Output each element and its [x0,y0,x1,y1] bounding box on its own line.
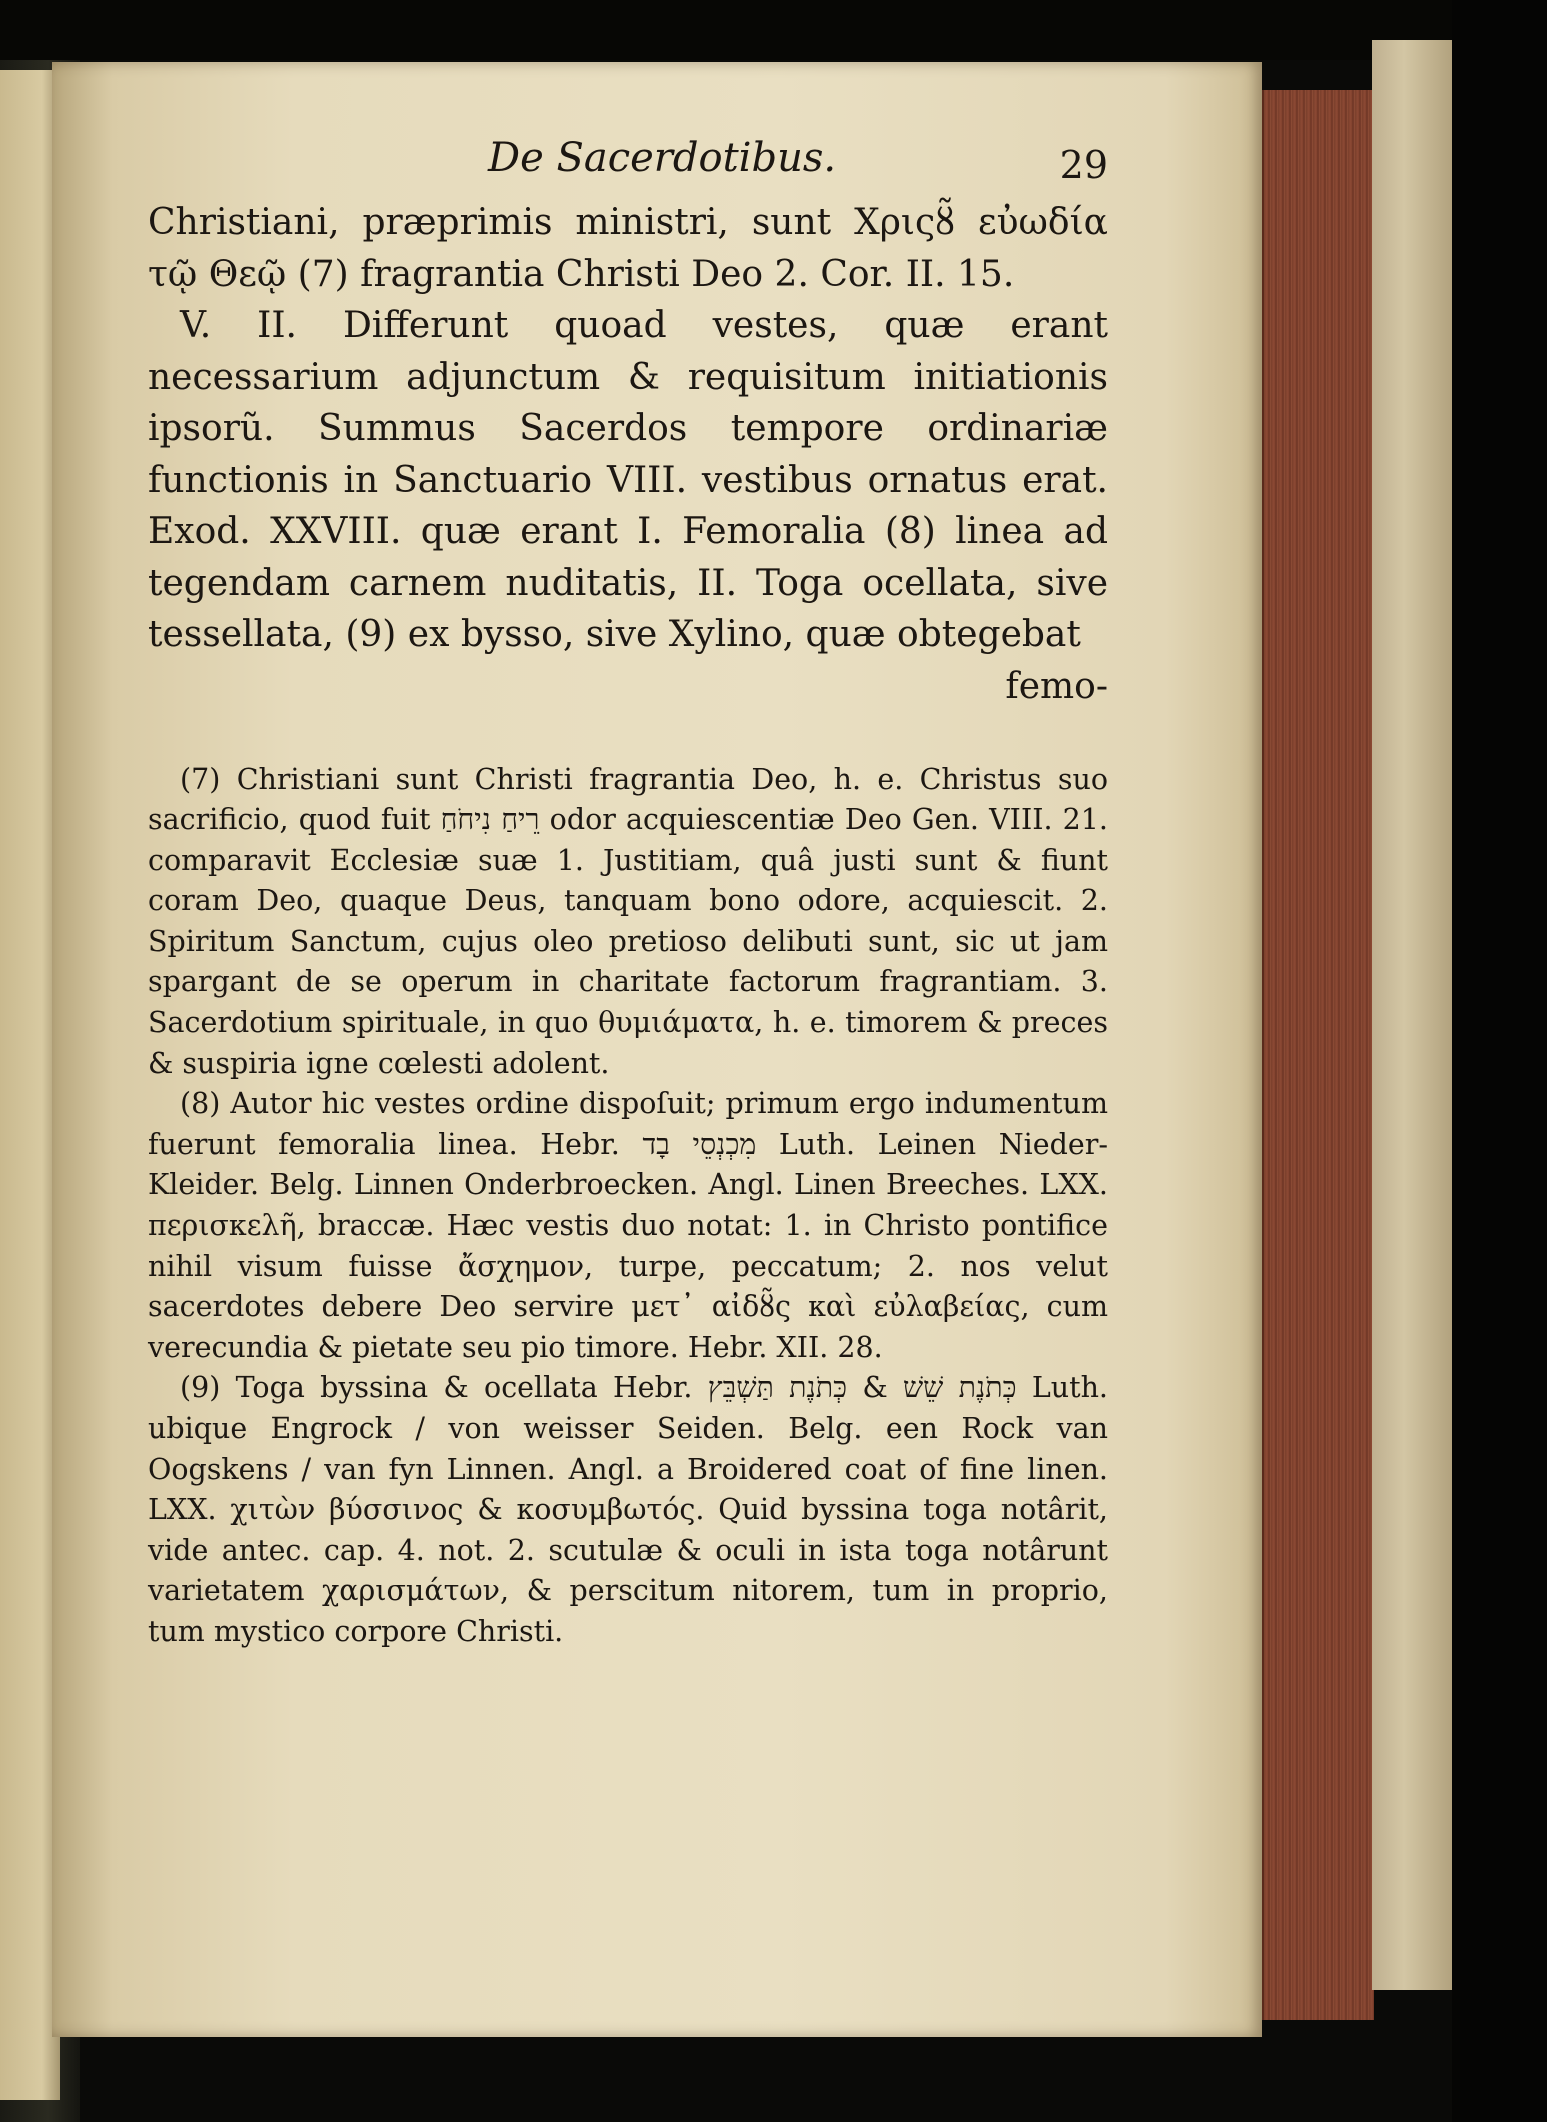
footnote-9: (9) Toga byssina & ocellata Hebr. כְּתֹנֶת שֵׁשׁ & כְּתֹנֶת תַּשְׁבֵּץ Luth. ubique Engrock / von weisser Seiden. Belg. een Rock van Oogskens / van fyn Linnen. Angl. a Broidered coat of fine linen. LXX. χιτὼν βύσσινος & κοσυμβωτός. Quid byssina toga notârit, vide antec. cap. 4. not. 2. scutulæ & oculi in ista toga notârunt varietatem χαρισμάτων, & perscitum nitorem, tum in proprio, tum mystico corpore Christi. [148,1371,1108,1648]
running-head: De Sacerdotibus. [488,135,837,181]
page-header [148,135,1108,197]
page-edges-red [1262,90,1374,2020]
book-cover-right [1372,40,1452,1990]
paragraph-vestes: V. II. Differunt quoad vestes, quæ erant necessarium adjunctum & requisitum initiationis ipsorũ. Summus Sacerdos tempore ordinariæ functionis in Sanctuario VIII. vestibus ornatus erat. Exod. XXVIII. quæ erant I. Femoralia (8) linea ad tegendam carnem nuditatis, II. Toga ocellata, sive tessellata, (9) ex bysso, sive Xylino, quæ obtegebat [148,305,1108,655]
page-text [148,135,1108,1653]
main-text [148,197,1108,712]
paragraph-christiani: Christiani, præprimis ministri, sunt Χριςȣ̃ εὐωδία τῷ Θεῷ (7) fragrantia Christi Deo 2. Cor. II. 15. [148,202,1108,295]
right-background [1452,0,1547,2122]
facing-page-edge [0,70,60,2100]
catchword: femo- [1005,665,1108,707]
footnote-7: (7) Christiani sunt Christi fragrantia Deo, h. e. Christus suo sacrificio, quod fuit רֵיחַ נִיחֹחַ odor acquiescentiæ Deo Gen. VIII. 21. comparavit Ecclesiæ suæ 1. Justitiam, quâ justi sunt & fiunt coram Deo, quaque Deus, tanquam bono odore, acquiescit. 2. Spiritum Sanctum, cujus oleo pretioso delibuti sunt, sic ut jam spargant de se operum in charitate factorum fragrantiam. 3. Sacerdotium spirituale, in quo θυμιάματα, h. e. timorem & preces & suspiria igne cœlesti adolent. [148,762,1108,1080]
footnote-8: (8) Autor hic vestes ordine dispoſuit; primum ergo indumentum fuerunt femoralia linea. Hebr. מִכְנְסֵי בָד Luth. Leinen Nieder-Kleider. Belg. Linnen Onderbroecken. Angl. Linen Breeches. LXX. περισκελῆ, braccæ. Hæc vestis duo notat: 1. in Christo pontifice nihil visum fuisse ἄσχημον, turpe, peccatum; 2. nos velut sacerdotes debere Deo servire μετ᾽ αἰδȣ̃ς καὶ εὐλαβείας, cum verecundia & pietate seu pio timore. Hebr. XII. 28. [148,1087,1108,1364]
page-number: 29 [1059,143,1108,187]
top-background [0,0,1547,60]
footnotes [148,760,1108,1653]
